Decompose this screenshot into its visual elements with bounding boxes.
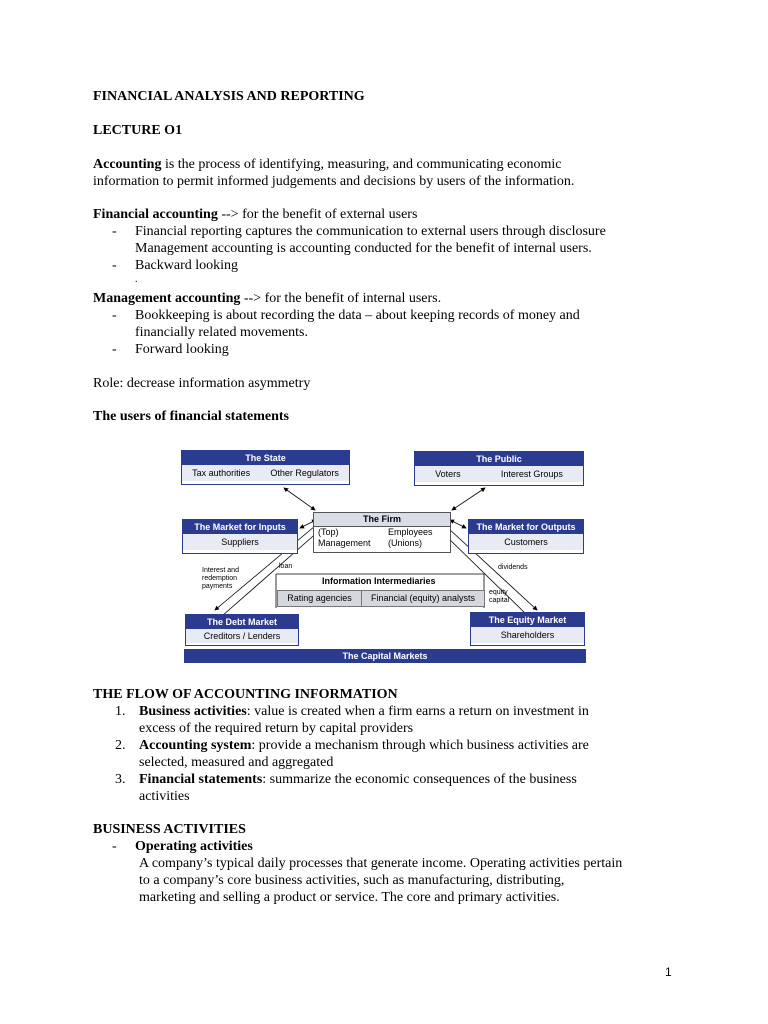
inputs-title: The Market for Inputs xyxy=(183,520,297,534)
users-diagram xyxy=(180,448,588,666)
flow-item-cont: activities xyxy=(139,789,190,804)
financial-item: Financial reporting captures the communication to external users through disclosure xyxy=(135,224,606,239)
outputs-title: The Market for Outputs xyxy=(469,520,583,534)
public-item: Interest Groups xyxy=(500,469,563,479)
accounting-definition-line1 xyxy=(93,156,562,173)
business-heading: BUSINESS ACTIVITIES xyxy=(93,822,246,837)
bullet-dash: - xyxy=(112,342,117,357)
intermediary-item: Financial (equity) analysts xyxy=(370,593,476,603)
flow-item-number: 3. xyxy=(115,772,126,787)
firm-title: The Firm xyxy=(314,513,450,527)
firm-right xyxy=(388,527,450,549)
financial-accounting-rest: --> for the benefit of external users xyxy=(217,207,418,222)
flow-item-term: Business activities xyxy=(139,704,247,719)
firm-unions-label: (Unions) xyxy=(388,538,423,548)
business-line: marketing and selling a product or service. The core and primary activities. xyxy=(139,890,560,905)
label-interest-line3: payments xyxy=(202,583,233,590)
state-item: Tax authorities xyxy=(192,468,251,478)
public-item: Voters xyxy=(435,469,461,479)
public-box xyxy=(414,451,584,486)
flow-item-number: 1. xyxy=(115,704,126,719)
accounting-def-text: is the process of identifying, measuring, and communicating economic xyxy=(161,157,562,172)
document-title: FINANCIAL ANALYSIS AND REPORTING xyxy=(93,89,365,104)
business-line: to a company’s core business activities, such as manufacturing, distributing, xyxy=(139,873,565,888)
operating-activities-heading: Operating activities xyxy=(135,839,253,854)
management-accounting-rest: --> for the benefit of internal users. xyxy=(240,291,442,306)
firm-box xyxy=(313,512,451,553)
financial-accounting-heading xyxy=(93,206,417,223)
flow-item-cont: selected, measured and aggregated xyxy=(139,755,334,770)
public-items xyxy=(415,466,583,482)
accounting-definition-line2: information to permit informed judgements and decisions by users of the information. xyxy=(93,174,575,189)
equity-market-box xyxy=(470,612,585,646)
inputs-item: Suppliers xyxy=(183,534,297,550)
intermediaries-box xyxy=(277,590,485,607)
label-equity-capital xyxy=(489,589,509,605)
business-line: A company’s typical daily processes that generate income. Operating activities pertain xyxy=(139,856,623,871)
page-number: 1 xyxy=(665,965,672,979)
debt-title: The Debt Market xyxy=(186,615,298,629)
flow-item-text: : summarize the economic consequences of the business xyxy=(262,772,577,787)
bullet-dash: - xyxy=(112,308,117,323)
flow-heading: THE FLOW OF ACCOUNTING INFORMATION xyxy=(93,687,398,702)
financial-item: Management accounting is accounting conducted for the benefit of internal users. xyxy=(135,241,592,256)
public-title: The Public xyxy=(415,452,583,466)
flow-item-cont: excess of the required return by capital providers xyxy=(139,721,414,736)
flow-item-number: 2. xyxy=(115,738,126,753)
label-interest-line2: redemption xyxy=(202,575,238,582)
debt-market-box xyxy=(185,614,299,646)
flow-item-term: Financial statements xyxy=(139,772,263,787)
flow-item-text: : provide a mechanism through which business activities are xyxy=(251,738,589,753)
management-item: Forward looking xyxy=(135,342,229,357)
accounting-term: Accounting xyxy=(93,157,162,172)
management-item: financially related movements. xyxy=(135,325,308,340)
financial-accounting-term: Financial accounting xyxy=(93,207,218,222)
state-title: The State xyxy=(182,451,349,465)
stray-dot: . xyxy=(135,274,138,285)
debt-item: Creditors / Lenders xyxy=(186,629,298,643)
equity-item: Shareholders xyxy=(471,627,584,643)
management-item: Bookkeeping is about recording the data – about keeping records of money and xyxy=(135,308,580,323)
firm-row xyxy=(314,527,450,549)
bullet-dash: - xyxy=(112,258,117,273)
capital-markets-bar: The Capital Markets xyxy=(184,649,586,663)
outputs-item: Customers xyxy=(469,534,583,550)
firm-management-label: Management xyxy=(318,538,371,548)
state-item: Other Regulators xyxy=(270,468,339,478)
flow-item xyxy=(139,771,577,788)
state-items xyxy=(182,465,349,481)
lecture-label: LECTURE O1 xyxy=(93,123,183,138)
bullet-dash: - xyxy=(112,224,117,239)
label-equity-line2: capital xyxy=(489,597,510,604)
inputs-market-box xyxy=(182,519,298,554)
intermediaries-title: Information Intermediaries xyxy=(322,576,436,586)
outputs-market-box xyxy=(468,519,584,554)
flow-item xyxy=(139,737,589,754)
flow-item xyxy=(139,703,589,720)
role-text: Role: decrease information asymmetry xyxy=(93,376,311,391)
firm-left xyxy=(314,527,388,549)
label-dividends: dividends xyxy=(498,564,528,571)
bullet-dash: - xyxy=(112,839,117,854)
users-heading: The users of financial statements xyxy=(93,409,289,424)
firm-top-label: (Top) xyxy=(318,527,339,537)
label-interest-line1: Interest and xyxy=(202,567,239,574)
label-interest xyxy=(202,567,239,591)
firm-employees-label: Employees xyxy=(388,527,433,537)
state-box xyxy=(181,450,350,485)
label-equity-line1: equity xyxy=(489,589,508,596)
equity-title: The Equity Market xyxy=(471,613,584,627)
management-accounting-term: Management accounting xyxy=(93,291,241,306)
flow-item-term: Accounting system xyxy=(139,738,252,753)
management-accounting-heading xyxy=(93,290,441,307)
intermediary-item: Rating agencies xyxy=(278,591,362,606)
financial-item: Backward looking xyxy=(135,258,239,273)
label-loan: loan xyxy=(279,563,293,570)
flow-item-text: : value is created when a firm earns a return on investment in xyxy=(246,704,589,719)
